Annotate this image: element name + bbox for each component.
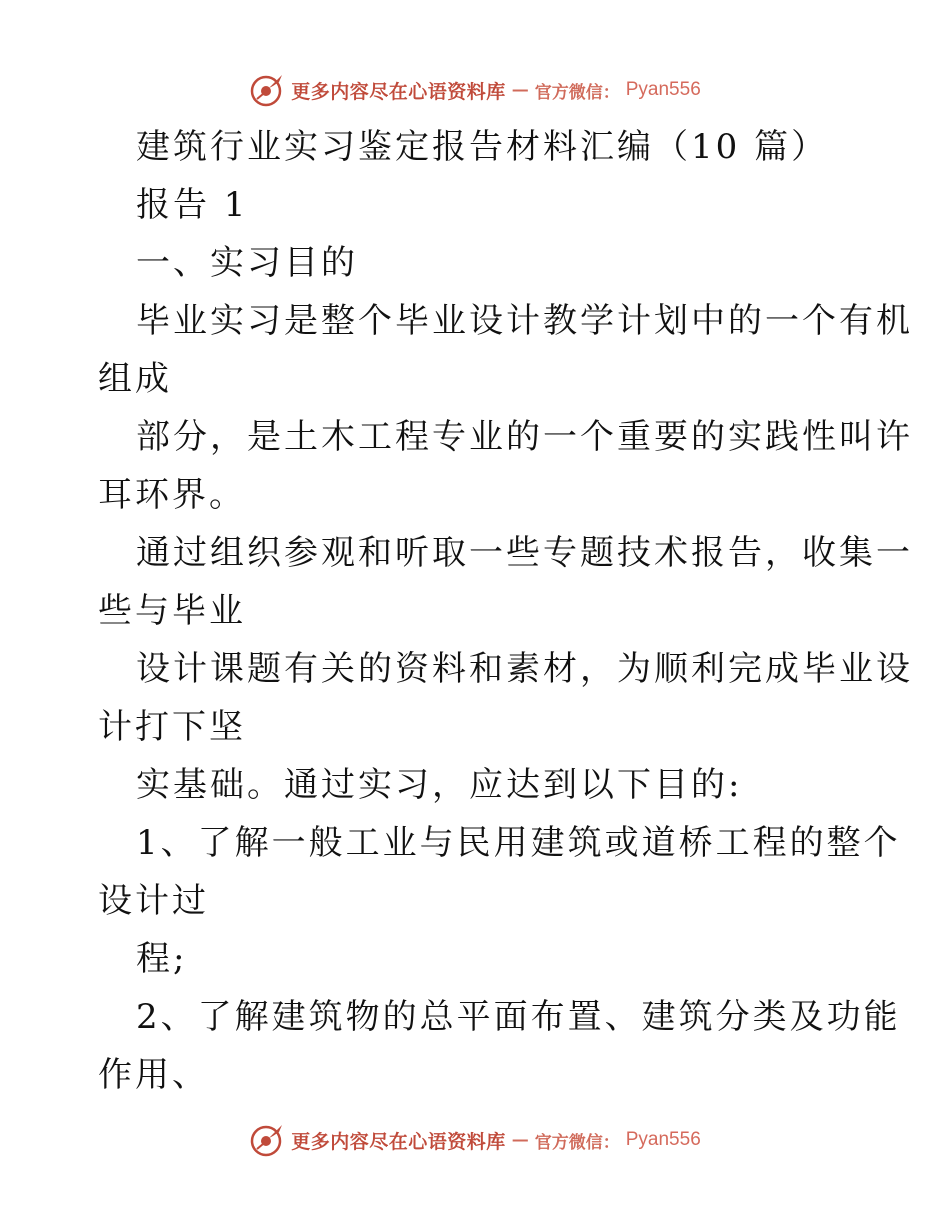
list-item-line: 设计过: [98, 881, 209, 921]
banner-wechat-label: 官方微信：: [534, 82, 620, 103]
list-item-line: 1、了解一般工业与民用建筑或道桥工程的整个: [136, 823, 901, 863]
list-item-line: 2、了解建筑物的总平面布置、建筑分类及功能: [136, 997, 901, 1037]
footer-watermark-banner: [0, 1120, 950, 1160]
section-heading: 一、实习目的: [136, 243, 358, 283]
list-item-line: 作用、: [98, 1055, 209, 1095]
banner-dash: —: [511, 80, 529, 100]
paragraph-line: 组成: [98, 359, 172, 399]
banner-wechat-id: Pyan556: [625, 79, 701, 100]
header-watermark-banner: [0, 70, 950, 110]
document-body: [98, 118, 913, 1104]
quill-pen-logo-icon: [249, 72, 285, 108]
paragraph-line: 耳环界。: [98, 475, 246, 515]
banner-dash: —: [511, 1130, 529, 1150]
document-title: 建筑行业实习鉴定报告材料汇编（10 篇）: [136, 127, 829, 167]
banner-main-text: 更多内容尽在心语资料库: [291, 80, 506, 103]
paragraph-line: 通过组织参观和听取一些专题技术报告，收集一: [136, 533, 913, 573]
report-heading: 报告 1: [136, 185, 249, 225]
list-item-line: 程;: [136, 939, 188, 979]
banner-wechat-id: Pyan556: [625, 1129, 701, 1150]
paragraph-line: 些与毕业: [98, 591, 246, 631]
paragraph-line: 设计课题有关的资料和素材，为顺利完成毕业设: [136, 649, 913, 689]
banner-main-text: 更多内容尽在心语资料库: [291, 1130, 506, 1153]
paragraph-line: 部分，是土木工程专业的一个重要的实践性叫许: [136, 417, 913, 457]
paragraph-line: 实基础。通过实习，应达到以下目的:: [136, 765, 743, 805]
paragraph-line: 计打下坚: [98, 707, 246, 747]
quill-pen-logo-icon: [249, 1122, 285, 1158]
paragraph-line: 毕业实习是整个毕业设计教学计划中的一个有机: [136, 301, 913, 341]
banner-wechat-label: 官方微信：: [534, 1132, 620, 1153]
